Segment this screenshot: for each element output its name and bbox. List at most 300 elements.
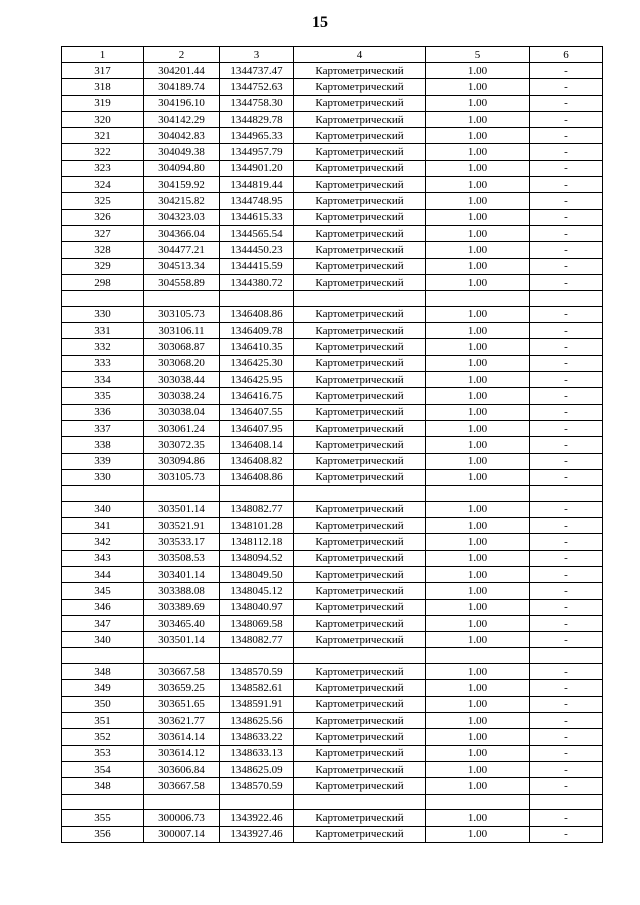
accuracy-cell: 1.00 bbox=[426, 95, 530, 111]
point-number-cell: 298 bbox=[62, 274, 144, 290]
point-number-cell: 330 bbox=[62, 469, 144, 485]
y-coordinate-cell: 1344957.79 bbox=[220, 144, 294, 160]
note-cell: - bbox=[530, 826, 603, 842]
y-coordinate-cell: 1346408.14 bbox=[220, 437, 294, 453]
note-cell: - bbox=[530, 339, 603, 355]
x-coordinate-cell: 303068.87 bbox=[144, 339, 220, 355]
point-number-cell: 356 bbox=[62, 826, 144, 842]
x-coordinate-cell: 303501.14 bbox=[144, 632, 220, 648]
x-coordinate-cell: 303533.17 bbox=[144, 534, 220, 550]
y-coordinate-cell: 1346408.86 bbox=[220, 469, 294, 485]
point-number-cell: 327 bbox=[62, 225, 144, 241]
table-row bbox=[62, 339, 603, 355]
accuracy-cell: 1.00 bbox=[426, 404, 530, 420]
y-coordinate-cell bbox=[220, 486, 294, 502]
table-row bbox=[62, 225, 603, 241]
note-cell: - bbox=[530, 566, 603, 582]
table-row bbox=[62, 323, 603, 339]
point-number-cell: 338 bbox=[62, 437, 144, 453]
accuracy-cell: 1.00 bbox=[426, 566, 530, 582]
method-cell: Картометрический bbox=[294, 355, 426, 371]
accuracy-cell: 1.00 bbox=[426, 729, 530, 745]
column-header: 5 bbox=[426, 47, 530, 63]
accuracy-cell: 1.00 bbox=[426, 420, 530, 436]
method-cell: Картометрический bbox=[294, 729, 426, 745]
method-cell bbox=[294, 794, 426, 810]
accuracy-cell: 1.00 bbox=[426, 632, 530, 648]
point-number-cell: 332 bbox=[62, 339, 144, 355]
point-number-cell: 350 bbox=[62, 696, 144, 712]
table-header-row bbox=[62, 47, 603, 63]
method-cell: Картометрический bbox=[294, 680, 426, 696]
point-number-cell: 352 bbox=[62, 729, 144, 745]
table-row bbox=[62, 209, 603, 225]
y-coordinate-cell: 1344737.47 bbox=[220, 63, 294, 79]
table-row bbox=[62, 437, 603, 453]
accuracy-cell: 1.00 bbox=[426, 810, 530, 826]
note-cell: - bbox=[530, 372, 603, 388]
method-cell: Картометрический bbox=[294, 372, 426, 388]
table-row bbox=[62, 144, 603, 160]
note-cell: - bbox=[530, 583, 603, 599]
method-cell: Картометрический bbox=[294, 420, 426, 436]
y-coordinate-cell bbox=[220, 648, 294, 664]
y-coordinate-cell: 1348069.58 bbox=[220, 615, 294, 631]
accuracy-cell: 1.00 bbox=[426, 680, 530, 696]
point-number-cell: 319 bbox=[62, 95, 144, 111]
point-number-cell: 326 bbox=[62, 209, 144, 225]
spacer-row bbox=[62, 291, 603, 307]
x-coordinate-cell: 303465.40 bbox=[144, 615, 220, 631]
column-header: 1 bbox=[62, 47, 144, 63]
y-coordinate-cell: 1348570.59 bbox=[220, 664, 294, 680]
point-number-cell: 353 bbox=[62, 745, 144, 761]
method-cell: Картометрический bbox=[294, 550, 426, 566]
x-coordinate-cell: 304042.83 bbox=[144, 128, 220, 144]
method-cell bbox=[294, 291, 426, 307]
y-coordinate-cell: 1348582.61 bbox=[220, 680, 294, 696]
accuracy-cell: 1.00 bbox=[426, 664, 530, 680]
spacer-row bbox=[62, 794, 603, 810]
table-row bbox=[62, 242, 603, 258]
method-cell: Картометрический bbox=[294, 258, 426, 274]
table-row bbox=[62, 534, 603, 550]
x-coordinate-cell: 304196.10 bbox=[144, 95, 220, 111]
y-coordinate-cell: 1346425.30 bbox=[220, 355, 294, 371]
point-number-cell: 329 bbox=[62, 258, 144, 274]
note-cell: - bbox=[530, 160, 603, 176]
method-cell: Картометрический bbox=[294, 160, 426, 176]
point-number-cell: 318 bbox=[62, 79, 144, 95]
note-cell: - bbox=[530, 388, 603, 404]
method-cell: Картометрический bbox=[294, 388, 426, 404]
y-coordinate-cell: 1344752.63 bbox=[220, 79, 294, 95]
method-cell: Картометрический bbox=[294, 583, 426, 599]
point-number-cell: 348 bbox=[62, 778, 144, 794]
accuracy-cell bbox=[426, 486, 530, 502]
note-cell bbox=[530, 486, 603, 502]
accuracy-cell bbox=[426, 794, 530, 810]
note-cell: - bbox=[530, 501, 603, 517]
point-number-cell: 317 bbox=[62, 63, 144, 79]
note-cell: - bbox=[530, 193, 603, 209]
table-row bbox=[62, 615, 603, 631]
x-coordinate-cell: 303651.65 bbox=[144, 696, 220, 712]
x-coordinate-cell bbox=[144, 648, 220, 664]
method-cell: Картометрический bbox=[294, 453, 426, 469]
x-coordinate-cell: 303667.58 bbox=[144, 778, 220, 794]
note-cell: - bbox=[530, 274, 603, 290]
method-cell: Картометрический bbox=[294, 566, 426, 582]
y-coordinate-cell: 1343922.46 bbox=[220, 810, 294, 826]
point-number-cell: 341 bbox=[62, 518, 144, 534]
note-cell: - bbox=[530, 696, 603, 712]
point-number-cell: 324 bbox=[62, 177, 144, 193]
coordinates-table bbox=[61, 46, 603, 843]
note-cell: - bbox=[530, 128, 603, 144]
method-cell: Картометрический bbox=[294, 144, 426, 160]
y-coordinate-cell: 1346425.95 bbox=[220, 372, 294, 388]
method-cell: Картометрический bbox=[294, 63, 426, 79]
y-coordinate-cell: 1348625.09 bbox=[220, 761, 294, 777]
accuracy-cell: 1.00 bbox=[426, 713, 530, 729]
x-coordinate-cell: 304159.92 bbox=[144, 177, 220, 193]
y-coordinate-cell: 1348633.13 bbox=[220, 745, 294, 761]
table-row bbox=[62, 566, 603, 582]
table-row bbox=[62, 550, 603, 566]
table-row bbox=[62, 63, 603, 79]
x-coordinate-cell: 303105.73 bbox=[144, 306, 220, 322]
point-number-cell: 351 bbox=[62, 713, 144, 729]
y-coordinate-cell bbox=[220, 794, 294, 810]
note-cell: - bbox=[530, 323, 603, 339]
note-cell: - bbox=[530, 79, 603, 95]
x-coordinate-cell: 303667.58 bbox=[144, 664, 220, 680]
y-coordinate-cell: 1346408.86 bbox=[220, 306, 294, 322]
point-number-cell: 347 bbox=[62, 615, 144, 631]
y-coordinate-cell: 1348040.97 bbox=[220, 599, 294, 615]
accuracy-cell: 1.00 bbox=[426, 453, 530, 469]
note-cell: - bbox=[530, 680, 603, 696]
accuracy-cell: 1.00 bbox=[426, 177, 530, 193]
point-number-cell: 344 bbox=[62, 566, 144, 582]
x-coordinate-cell: 303614.14 bbox=[144, 729, 220, 745]
x-coordinate-cell: 304513.34 bbox=[144, 258, 220, 274]
note-cell: - bbox=[530, 177, 603, 193]
note-cell: - bbox=[530, 404, 603, 420]
table-row bbox=[62, 193, 603, 209]
accuracy-cell: 1.00 bbox=[426, 583, 530, 599]
accuracy-cell bbox=[426, 291, 530, 307]
table-row bbox=[62, 713, 603, 729]
y-coordinate-cell: 1348082.77 bbox=[220, 632, 294, 648]
table-row bbox=[62, 583, 603, 599]
note-cell: - bbox=[530, 225, 603, 241]
table-row bbox=[62, 501, 603, 517]
table-row bbox=[62, 469, 603, 485]
y-coordinate-cell: 1346416.75 bbox=[220, 388, 294, 404]
accuracy-cell: 1.00 bbox=[426, 696, 530, 712]
x-coordinate-cell: 303094.86 bbox=[144, 453, 220, 469]
accuracy-cell: 1.00 bbox=[426, 437, 530, 453]
accuracy-cell: 1.00 bbox=[426, 323, 530, 339]
point-number-cell: 340 bbox=[62, 501, 144, 517]
x-coordinate-cell: 303621.77 bbox=[144, 713, 220, 729]
note-cell: - bbox=[530, 242, 603, 258]
point-number-cell: 342 bbox=[62, 534, 144, 550]
table-row bbox=[62, 599, 603, 615]
method-cell: Картометрический bbox=[294, 696, 426, 712]
accuracy-cell: 1.00 bbox=[426, 225, 530, 241]
accuracy-cell: 1.00 bbox=[426, 501, 530, 517]
note-cell bbox=[530, 648, 603, 664]
method-cell: Картометрический bbox=[294, 632, 426, 648]
y-coordinate-cell: 1348082.77 bbox=[220, 501, 294, 517]
x-coordinate-cell: 304323.03 bbox=[144, 209, 220, 225]
point-number-cell: 349 bbox=[62, 680, 144, 696]
method-cell: Картометрический bbox=[294, 534, 426, 550]
note-cell: - bbox=[530, 453, 603, 469]
method-cell: Картометрический bbox=[294, 323, 426, 339]
x-coordinate-cell: 303521.91 bbox=[144, 518, 220, 534]
x-coordinate-cell: 303106.11 bbox=[144, 323, 220, 339]
method-cell: Картометрический bbox=[294, 339, 426, 355]
table-row bbox=[62, 355, 603, 371]
x-coordinate-cell: 304094.80 bbox=[144, 160, 220, 176]
table-body bbox=[62, 63, 603, 843]
table-row bbox=[62, 79, 603, 95]
accuracy-cell: 1.00 bbox=[426, 274, 530, 290]
table-row bbox=[62, 810, 603, 826]
note-cell: - bbox=[530, 810, 603, 826]
note-cell: - bbox=[530, 729, 603, 745]
x-coordinate-cell: 300007.14 bbox=[144, 826, 220, 842]
method-cell: Картометрический bbox=[294, 745, 426, 761]
note-cell: - bbox=[530, 420, 603, 436]
accuracy-cell: 1.00 bbox=[426, 63, 530, 79]
accuracy-cell: 1.00 bbox=[426, 160, 530, 176]
column-header: 2 bbox=[144, 47, 220, 63]
table-row bbox=[62, 826, 603, 842]
y-coordinate-cell: 1346408.82 bbox=[220, 453, 294, 469]
x-coordinate-cell: 303388.08 bbox=[144, 583, 220, 599]
note-cell: - bbox=[530, 518, 603, 534]
x-coordinate-cell: 303068.20 bbox=[144, 355, 220, 371]
table-row bbox=[62, 778, 603, 794]
y-coordinate-cell: 1348049.50 bbox=[220, 566, 294, 582]
table-row bbox=[62, 453, 603, 469]
accuracy-cell: 1.00 bbox=[426, 372, 530, 388]
y-coordinate-cell: 1344819.44 bbox=[220, 177, 294, 193]
note-cell: - bbox=[530, 778, 603, 794]
accuracy-cell: 1.00 bbox=[426, 469, 530, 485]
y-coordinate-cell: 1348625.56 bbox=[220, 713, 294, 729]
note-cell: - bbox=[530, 111, 603, 127]
y-coordinate-cell: 1346409.78 bbox=[220, 323, 294, 339]
method-cell: Картометрический bbox=[294, 274, 426, 290]
x-coordinate-cell: 303105.73 bbox=[144, 469, 220, 485]
y-coordinate-cell: 1344380.72 bbox=[220, 274, 294, 290]
table-row bbox=[62, 404, 603, 420]
point-number-cell bbox=[62, 794, 144, 810]
y-coordinate-cell: 1348633.22 bbox=[220, 729, 294, 745]
point-number-cell bbox=[62, 648, 144, 664]
point-number-cell: 323 bbox=[62, 160, 144, 176]
accuracy-cell: 1.00 bbox=[426, 79, 530, 95]
column-header: 6 bbox=[530, 47, 603, 63]
table-row bbox=[62, 258, 603, 274]
method-cell: Картометрический bbox=[294, 615, 426, 631]
column-header: 4 bbox=[294, 47, 426, 63]
point-number-cell: 322 bbox=[62, 144, 144, 160]
y-coordinate-cell: 1344450.23 bbox=[220, 242, 294, 258]
table-row bbox=[62, 128, 603, 144]
accuracy-cell: 1.00 bbox=[426, 111, 530, 127]
point-number-cell: 331 bbox=[62, 323, 144, 339]
page-number: 15 bbox=[312, 14, 328, 31]
method-cell: Картометрический bbox=[294, 193, 426, 209]
x-coordinate-cell: 304049.38 bbox=[144, 144, 220, 160]
note-cell: - bbox=[530, 355, 603, 371]
point-number-cell: 333 bbox=[62, 355, 144, 371]
note-cell bbox=[530, 291, 603, 307]
method-cell: Картометрический bbox=[294, 664, 426, 680]
y-coordinate-cell: 1344415.59 bbox=[220, 258, 294, 274]
y-coordinate-cell: 1344829.78 bbox=[220, 111, 294, 127]
table-row bbox=[62, 95, 603, 111]
y-coordinate-cell: 1344565.54 bbox=[220, 225, 294, 241]
method-cell: Картометрический bbox=[294, 128, 426, 144]
x-coordinate-cell: 303389.69 bbox=[144, 599, 220, 615]
note-cell: - bbox=[530, 550, 603, 566]
point-number-cell: 325 bbox=[62, 193, 144, 209]
accuracy-cell: 1.00 bbox=[426, 355, 530, 371]
note-cell: - bbox=[530, 632, 603, 648]
point-number-cell: 340 bbox=[62, 632, 144, 648]
note-cell: - bbox=[530, 437, 603, 453]
y-coordinate-cell: 1346410.35 bbox=[220, 339, 294, 355]
y-coordinate-cell: 1348591.91 bbox=[220, 696, 294, 712]
method-cell: Картометрический bbox=[294, 242, 426, 258]
note-cell: - bbox=[530, 745, 603, 761]
x-coordinate-cell bbox=[144, 794, 220, 810]
y-coordinate-cell: 1344901.20 bbox=[220, 160, 294, 176]
point-number-cell bbox=[62, 486, 144, 502]
y-coordinate-cell: 1348094.52 bbox=[220, 550, 294, 566]
point-number-cell: 335 bbox=[62, 388, 144, 404]
note-cell: - bbox=[530, 761, 603, 777]
table-row bbox=[62, 388, 603, 404]
x-coordinate-cell: 304142.29 bbox=[144, 111, 220, 127]
note-cell: - bbox=[530, 95, 603, 111]
accuracy-cell bbox=[426, 648, 530, 664]
table-row bbox=[62, 761, 603, 777]
method-cell: Картометрический bbox=[294, 713, 426, 729]
accuracy-cell: 1.00 bbox=[426, 242, 530, 258]
point-number-cell: 346 bbox=[62, 599, 144, 615]
point-number-cell bbox=[62, 291, 144, 307]
x-coordinate-cell: 303614.12 bbox=[144, 745, 220, 761]
table-row bbox=[62, 680, 603, 696]
method-cell: Картометрический bbox=[294, 95, 426, 111]
accuracy-cell: 1.00 bbox=[426, 778, 530, 794]
method-cell: Картометрический bbox=[294, 225, 426, 241]
x-coordinate-cell: 304189.74 bbox=[144, 79, 220, 95]
point-number-cell: 337 bbox=[62, 420, 144, 436]
note-cell bbox=[530, 794, 603, 810]
method-cell: Картометрический bbox=[294, 826, 426, 842]
y-coordinate-cell: 1348112.18 bbox=[220, 534, 294, 550]
method-cell: Картометрический bbox=[294, 404, 426, 420]
accuracy-cell: 1.00 bbox=[426, 209, 530, 225]
point-number-cell: 354 bbox=[62, 761, 144, 777]
spacer-row bbox=[62, 648, 603, 664]
method-cell bbox=[294, 648, 426, 664]
table-row bbox=[62, 306, 603, 322]
note-cell: - bbox=[530, 615, 603, 631]
y-coordinate-cell: 1348045.12 bbox=[220, 583, 294, 599]
method-cell: Картометрический bbox=[294, 501, 426, 517]
point-number-cell: 328 bbox=[62, 242, 144, 258]
x-coordinate-cell: 304477.21 bbox=[144, 242, 220, 258]
table-row bbox=[62, 177, 603, 193]
method-cell bbox=[294, 486, 426, 502]
accuracy-cell: 1.00 bbox=[426, 826, 530, 842]
y-coordinate-cell: 1348101.28 bbox=[220, 518, 294, 534]
table-row bbox=[62, 664, 603, 680]
point-number-cell: 345 bbox=[62, 583, 144, 599]
x-coordinate-cell: 303061.24 bbox=[144, 420, 220, 436]
point-number-cell: 321 bbox=[62, 128, 144, 144]
x-coordinate-cell: 304366.04 bbox=[144, 225, 220, 241]
x-coordinate-cell: 303606.84 bbox=[144, 761, 220, 777]
table-row bbox=[62, 420, 603, 436]
method-cell: Картометрический bbox=[294, 209, 426, 225]
method-cell: Картометрический bbox=[294, 79, 426, 95]
accuracy-cell: 1.00 bbox=[426, 388, 530, 404]
method-cell: Картометрический bbox=[294, 518, 426, 534]
accuracy-cell: 1.00 bbox=[426, 306, 530, 322]
method-cell: Картометрический bbox=[294, 306, 426, 322]
table-row bbox=[62, 632, 603, 648]
accuracy-cell: 1.00 bbox=[426, 339, 530, 355]
table-row bbox=[62, 274, 603, 290]
accuracy-cell: 1.00 bbox=[426, 128, 530, 144]
y-coordinate-cell: 1346407.55 bbox=[220, 404, 294, 420]
method-cell: Картометрический bbox=[294, 437, 426, 453]
note-cell: - bbox=[530, 599, 603, 615]
accuracy-cell: 1.00 bbox=[426, 258, 530, 274]
method-cell: Картометрический bbox=[294, 469, 426, 485]
x-coordinate-cell: 303501.14 bbox=[144, 501, 220, 517]
y-coordinate-cell: 1344965.33 bbox=[220, 128, 294, 144]
y-coordinate-cell bbox=[220, 291, 294, 307]
table-row bbox=[62, 696, 603, 712]
table-row bbox=[62, 729, 603, 745]
y-coordinate-cell: 1344615.33 bbox=[220, 209, 294, 225]
method-cell: Картометрический bbox=[294, 599, 426, 615]
point-number-cell: 334 bbox=[62, 372, 144, 388]
x-coordinate-cell: 303038.24 bbox=[144, 388, 220, 404]
point-number-cell: 348 bbox=[62, 664, 144, 680]
accuracy-cell: 1.00 bbox=[426, 144, 530, 160]
x-coordinate-cell bbox=[144, 486, 220, 502]
note-cell: - bbox=[530, 469, 603, 485]
note-cell: - bbox=[530, 664, 603, 680]
method-cell: Картометрический bbox=[294, 761, 426, 777]
x-coordinate-cell: 303401.14 bbox=[144, 566, 220, 582]
x-coordinate-cell: 300006.73 bbox=[144, 810, 220, 826]
